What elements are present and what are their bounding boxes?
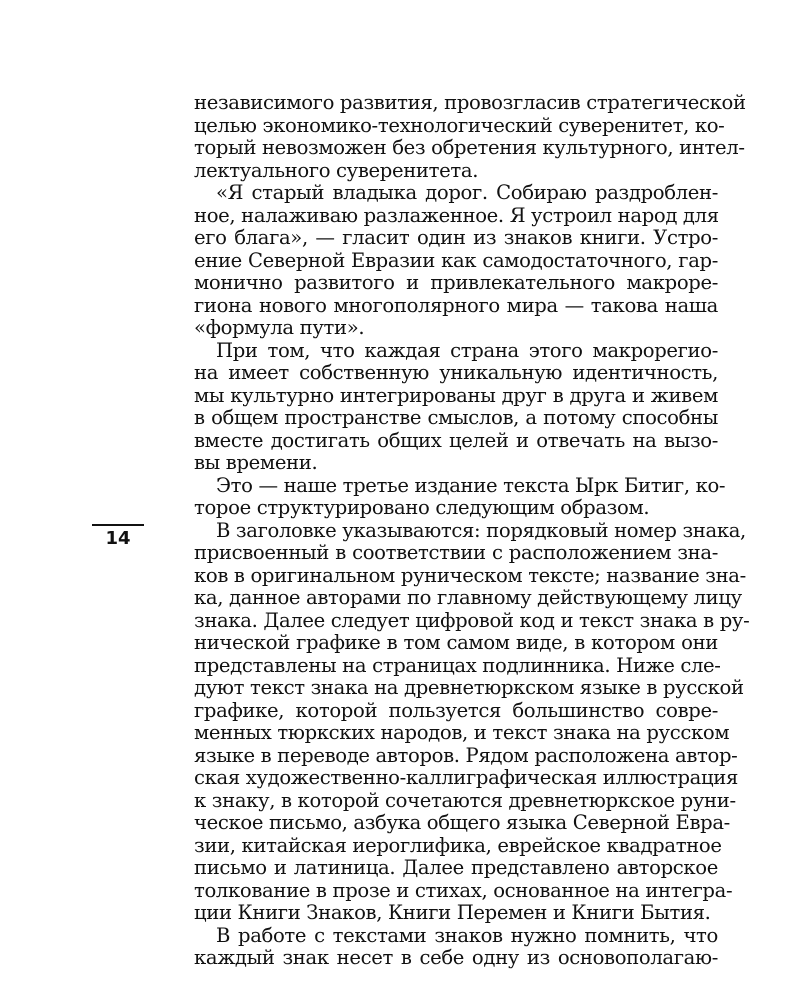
text-line: толкование в прозе и стихах, основанное на интегра- bbox=[194, 878, 733, 902]
text-line: целью экономико-технологический суверенитет, ко- bbox=[194, 113, 725, 137]
text-line: ение Северной Евразии как самодостаточного, гар- bbox=[194, 248, 718, 272]
text-line: ции Книги Знаков, Книги Перемен и Книги Бытия. bbox=[194, 901, 711, 924]
text-line: ков в оригинальном руническом тексте; название зна- bbox=[194, 563, 746, 587]
body-text bbox=[194, 91, 750, 970]
text-line: гиона нового многополярного мира — такова наша bbox=[194, 293, 718, 317]
text-line: каждый знак несет в себе одну из основополагаю- bbox=[194, 946, 718, 969]
text-line: вы времени. bbox=[194, 451, 318, 474]
text-line: При том, что каждая страна этого макрорегио- bbox=[216, 338, 718, 362]
text-line: менных тюркских народов, и текст знака на русском bbox=[194, 721, 730, 744]
text-line: Это — наше третье издание текста Ырк Битиг, ко- bbox=[216, 473, 726, 497]
text-line: В работе с текстами знаков нужно помнить, что bbox=[216, 923, 718, 947]
text-line: графике, которой пользуется большинство совре- bbox=[194, 698, 718, 722]
text-line: «Я старый владыка дорог. Собираю раздроблен- bbox=[216, 181, 718, 204]
text-line: в общем пространстве смыслов, а потому способны bbox=[194, 406, 718, 429]
text-line: ческое письмо, азбука общего языка Северной Евра- bbox=[194, 811, 730, 834]
text-line: ская художественно-каллиграфическая иллюстрация bbox=[194, 766, 738, 789]
text-line: языке в переводе авторов. Рядом расположена автор- bbox=[194, 743, 738, 767]
text-line: вместе достигать общих целей и отвечать на вызо- bbox=[194, 428, 718, 452]
text-line: торый невозможен без обретения культурного, интел- bbox=[194, 136, 745, 159]
page-number-rule bbox=[92, 524, 144, 526]
text-line: независимого развития, провозгласив стратегической bbox=[194, 91, 746, 114]
text-line: лектуального суверенитета. bbox=[194, 158, 479, 182]
text-line: «формула пути». bbox=[194, 316, 365, 339]
text-line: мы культурно интегрированы друг в друга и живем bbox=[194, 383, 718, 407]
text-line: знака. Далее следует цифровой код и текст знака в ру- bbox=[194, 608, 750, 632]
text-line: ка, данное авторами по главному действующему лицу bbox=[194, 586, 742, 609]
text-line: письмо и латиница. Далее представлено авторское bbox=[194, 856, 718, 879]
text-line: на имеет собственную уникальную идентичность, bbox=[194, 361, 718, 384]
text-line: дуют текст знака на древнетюркском языке в русской bbox=[194, 676, 744, 699]
text-line: к знаку, в которой сочетаются древнетюркское руни- bbox=[194, 788, 736, 812]
text-line: торое структурировано следующим образом. bbox=[194, 496, 650, 519]
page-number: 14 bbox=[105, 528, 131, 549]
text-line: представлены на страницах подлинника. Ниже сле- bbox=[194, 653, 721, 677]
text-line: В заголовке указываются: порядковый номер знака, bbox=[216, 518, 746, 542]
text-line: монично развитого и привлекательного макроре- bbox=[194, 271, 718, 294]
text-line: нической графике в том самом виде, в котором они bbox=[194, 631, 718, 654]
text-line: зии, китайская иероглифика, еврейское квадратное bbox=[194, 833, 722, 857]
text-line: его блага», — гласит один из знаков книги. Устро- bbox=[194, 226, 718, 249]
text-line: присвоенный в соответствии с расположением зна- bbox=[194, 541, 718, 564]
text-line: ное, налаживаю разлаженное. Я устроил народ для bbox=[194, 203, 719, 227]
